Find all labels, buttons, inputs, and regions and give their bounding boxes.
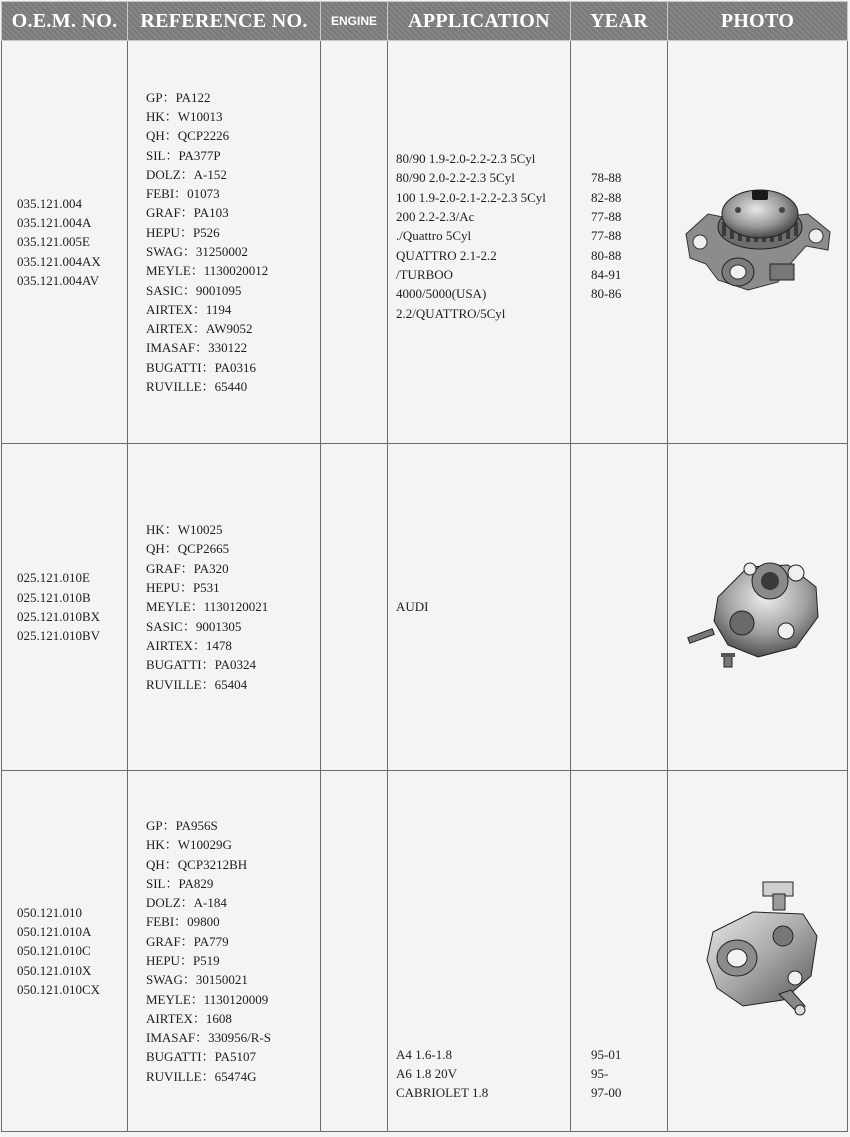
application-line: /TURBOO (396, 266, 454, 282)
reference-number: SASIC：9001095 (146, 282, 242, 298)
year-value (591, 149, 667, 168)
header-photo: PHOTO (668, 2, 848, 41)
table-row (2, 771, 848, 1132)
year-value: 82-88 (591, 189, 622, 205)
oem-number: 035.121.004AX (17, 253, 101, 269)
reference-number: MEYLE：1130120021 (146, 599, 269, 615)
reference-number: GP：PA956S (146, 817, 218, 833)
oem-number: 050.121.010CX (17, 981, 101, 997)
reference-number: QH：QCP2226 (146, 128, 230, 144)
oem-cell (2, 771, 128, 1132)
oem-number: 050.121.010X (17, 962, 92, 978)
year-value: 77-88 (591, 228, 622, 244)
reference-number: FEBI：01073 (146, 186, 220, 202)
reference-number: GRAF：PA103 (146, 205, 229, 221)
year-value: 95- (591, 1065, 609, 1081)
reference-number: QH：QCP2665 (146, 541, 230, 557)
reference-cell (128, 41, 321, 444)
reference-number: RUVILLE：65474G (146, 1068, 257, 1084)
reference-cell (128, 771, 321, 1132)
application-line: CABRIOLET 1.8 (396, 1085, 489, 1101)
header-engine: ENGINE (321, 2, 388, 41)
reference-number: MEYLE：1130020012 (146, 263, 269, 279)
application-line: QUATTRO 2.1-2.2 (396, 247, 497, 263)
reference-number: HK：W10025 (146, 522, 223, 538)
year-value: 95-01 (591, 1046, 622, 1062)
reference-number: SWAG：31250002 (146, 244, 248, 259)
year-cell (571, 771, 668, 1132)
application-line: 80/90 2.0-2.2-2.3 5Cyl (396, 170, 515, 186)
application-cell (388, 444, 571, 771)
reference-number: HEPU：P531 (146, 580, 220, 596)
reference-number: RUVILLE：65404 (146, 676, 248, 692)
header-reference: REFERENCE NO. (128, 2, 321, 41)
reference-number: BUGATTI：PA5107 (146, 1049, 257, 1065)
table-row (2, 444, 848, 771)
application-line: 4000/5000(USA) (396, 286, 487, 302)
parts-table (1, 1, 848, 1132)
year-value (591, 304, 667, 323)
reference-number: SWAG：30150021 (146, 972, 248, 988)
application-line: 100 1.9-2.0-2.1-2.2-2.3 5Cyl (396, 189, 546, 205)
reference-number: DOLZ：A-184 (146, 895, 227, 911)
header-application: APPLICATION (388, 2, 571, 41)
reference-cell (128, 444, 321, 771)
reference-number: AIRTEX：AW9052 (146, 321, 253, 337)
reference-number: BUGATTI：PA0324 (146, 657, 257, 673)
oem-number: 035.121.005E (17, 234, 90, 250)
reference-number: AIRTEX：1194 (146, 301, 232, 317)
reference-number: SIL：PA829 (146, 875, 214, 891)
reference-number: IMASAF：330122 (146, 340, 248, 356)
reference-number: HK：W10013 (146, 108, 223, 124)
application-line: A6 1.8 20V (396, 1065, 458, 1081)
application-line: A4 1.6-1.8 (396, 1046, 452, 1062)
application-line: ./Quattro 5Cyl (396, 228, 472, 244)
water-pump-photo (683, 876, 833, 1026)
water-pump-photo (678, 537, 838, 677)
year-cell (571, 41, 668, 444)
oem-number: 035.121.004AV (17, 272, 100, 288)
table-row (2, 41, 848, 444)
oem-cell (2, 41, 128, 444)
photo-cell (668, 771, 848, 1132)
reference-number: SASIC：9001305 (146, 618, 242, 634)
year-value: 77-88 (591, 209, 622, 225)
engine-cell (321, 771, 388, 1132)
oem-number: 050.121.010C (17, 943, 91, 959)
reference-number: SIL：PA377P (146, 147, 221, 163)
engine-cell (321, 444, 388, 771)
reference-number: MEYLE：1130120009 (146, 991, 269, 1007)
oem-number: 050.121.010A (17, 924, 92, 940)
reference-number: AIRTEX：1608 (146, 1010, 232, 1026)
reference-number: GRAF：PA779 (146, 933, 229, 949)
year-value: 80-88 (591, 247, 622, 263)
application-line: 2.2/QUATTRO/5Cyl (396, 305, 506, 321)
reference-number: QH：QCP3212BH (146, 856, 248, 872)
oem-number: 035.121.004 (17, 195, 82, 211)
reference-number: RUVILLE：65440 (146, 379, 248, 395)
oem-number: 025.121.010B (17, 589, 91, 605)
year-value: 80-86 (591, 286, 622, 302)
oem-number: 035.121.004A (17, 215, 92, 231)
reference-number: GRAF：PA320 (146, 560, 229, 576)
photo-cell (668, 41, 848, 444)
oem-number: 025.121.010BV (17, 628, 101, 644)
application-line: 80/90 1.9-2.0-2.2-2.3 5Cyl (396, 151, 536, 167)
year-value: 78-88 (591, 170, 622, 186)
year-value: 97-00 (591, 1085, 622, 1101)
application-cell (388, 771, 571, 1132)
table-header-row (2, 2, 848, 41)
oem-cell (2, 444, 128, 771)
header-oem: O.E.M. NO. (2, 2, 128, 41)
reference-number: AIRTEX：1478 (146, 637, 232, 653)
water-pump-photo (678, 172, 838, 312)
photo-cell (668, 444, 848, 771)
oem-number: 050.121.010 (17, 904, 82, 920)
reference-number: GP：PA122 (146, 89, 211, 105)
reference-number: BUGATTI：PA0316 (146, 359, 257, 375)
reference-number: IMASAF：330956/R-S (146, 1030, 271, 1046)
year-value: 84-91 (591, 266, 622, 282)
reference-number: HEPU：P519 (146, 953, 220, 968)
application-line: AUDI (396, 599, 429, 615)
oem-number: 025.121.010BX (17, 609, 101, 624)
reference-number: HK：W10029G (146, 837, 232, 853)
application-cell (388, 41, 571, 444)
reference-number: FEBI：09800 (146, 914, 220, 930)
reference-number: HEPU：P526 (146, 224, 220, 240)
application-line: 200 2.2-2.3/Ac (396, 209, 475, 225)
reference-number: DOLZ：A-152 (146, 166, 227, 182)
header-year: YEAR (571, 2, 668, 41)
engine-cell (321, 41, 388, 444)
oem-number: 025.121.010E (17, 570, 90, 586)
year-cell (571, 444, 668, 771)
